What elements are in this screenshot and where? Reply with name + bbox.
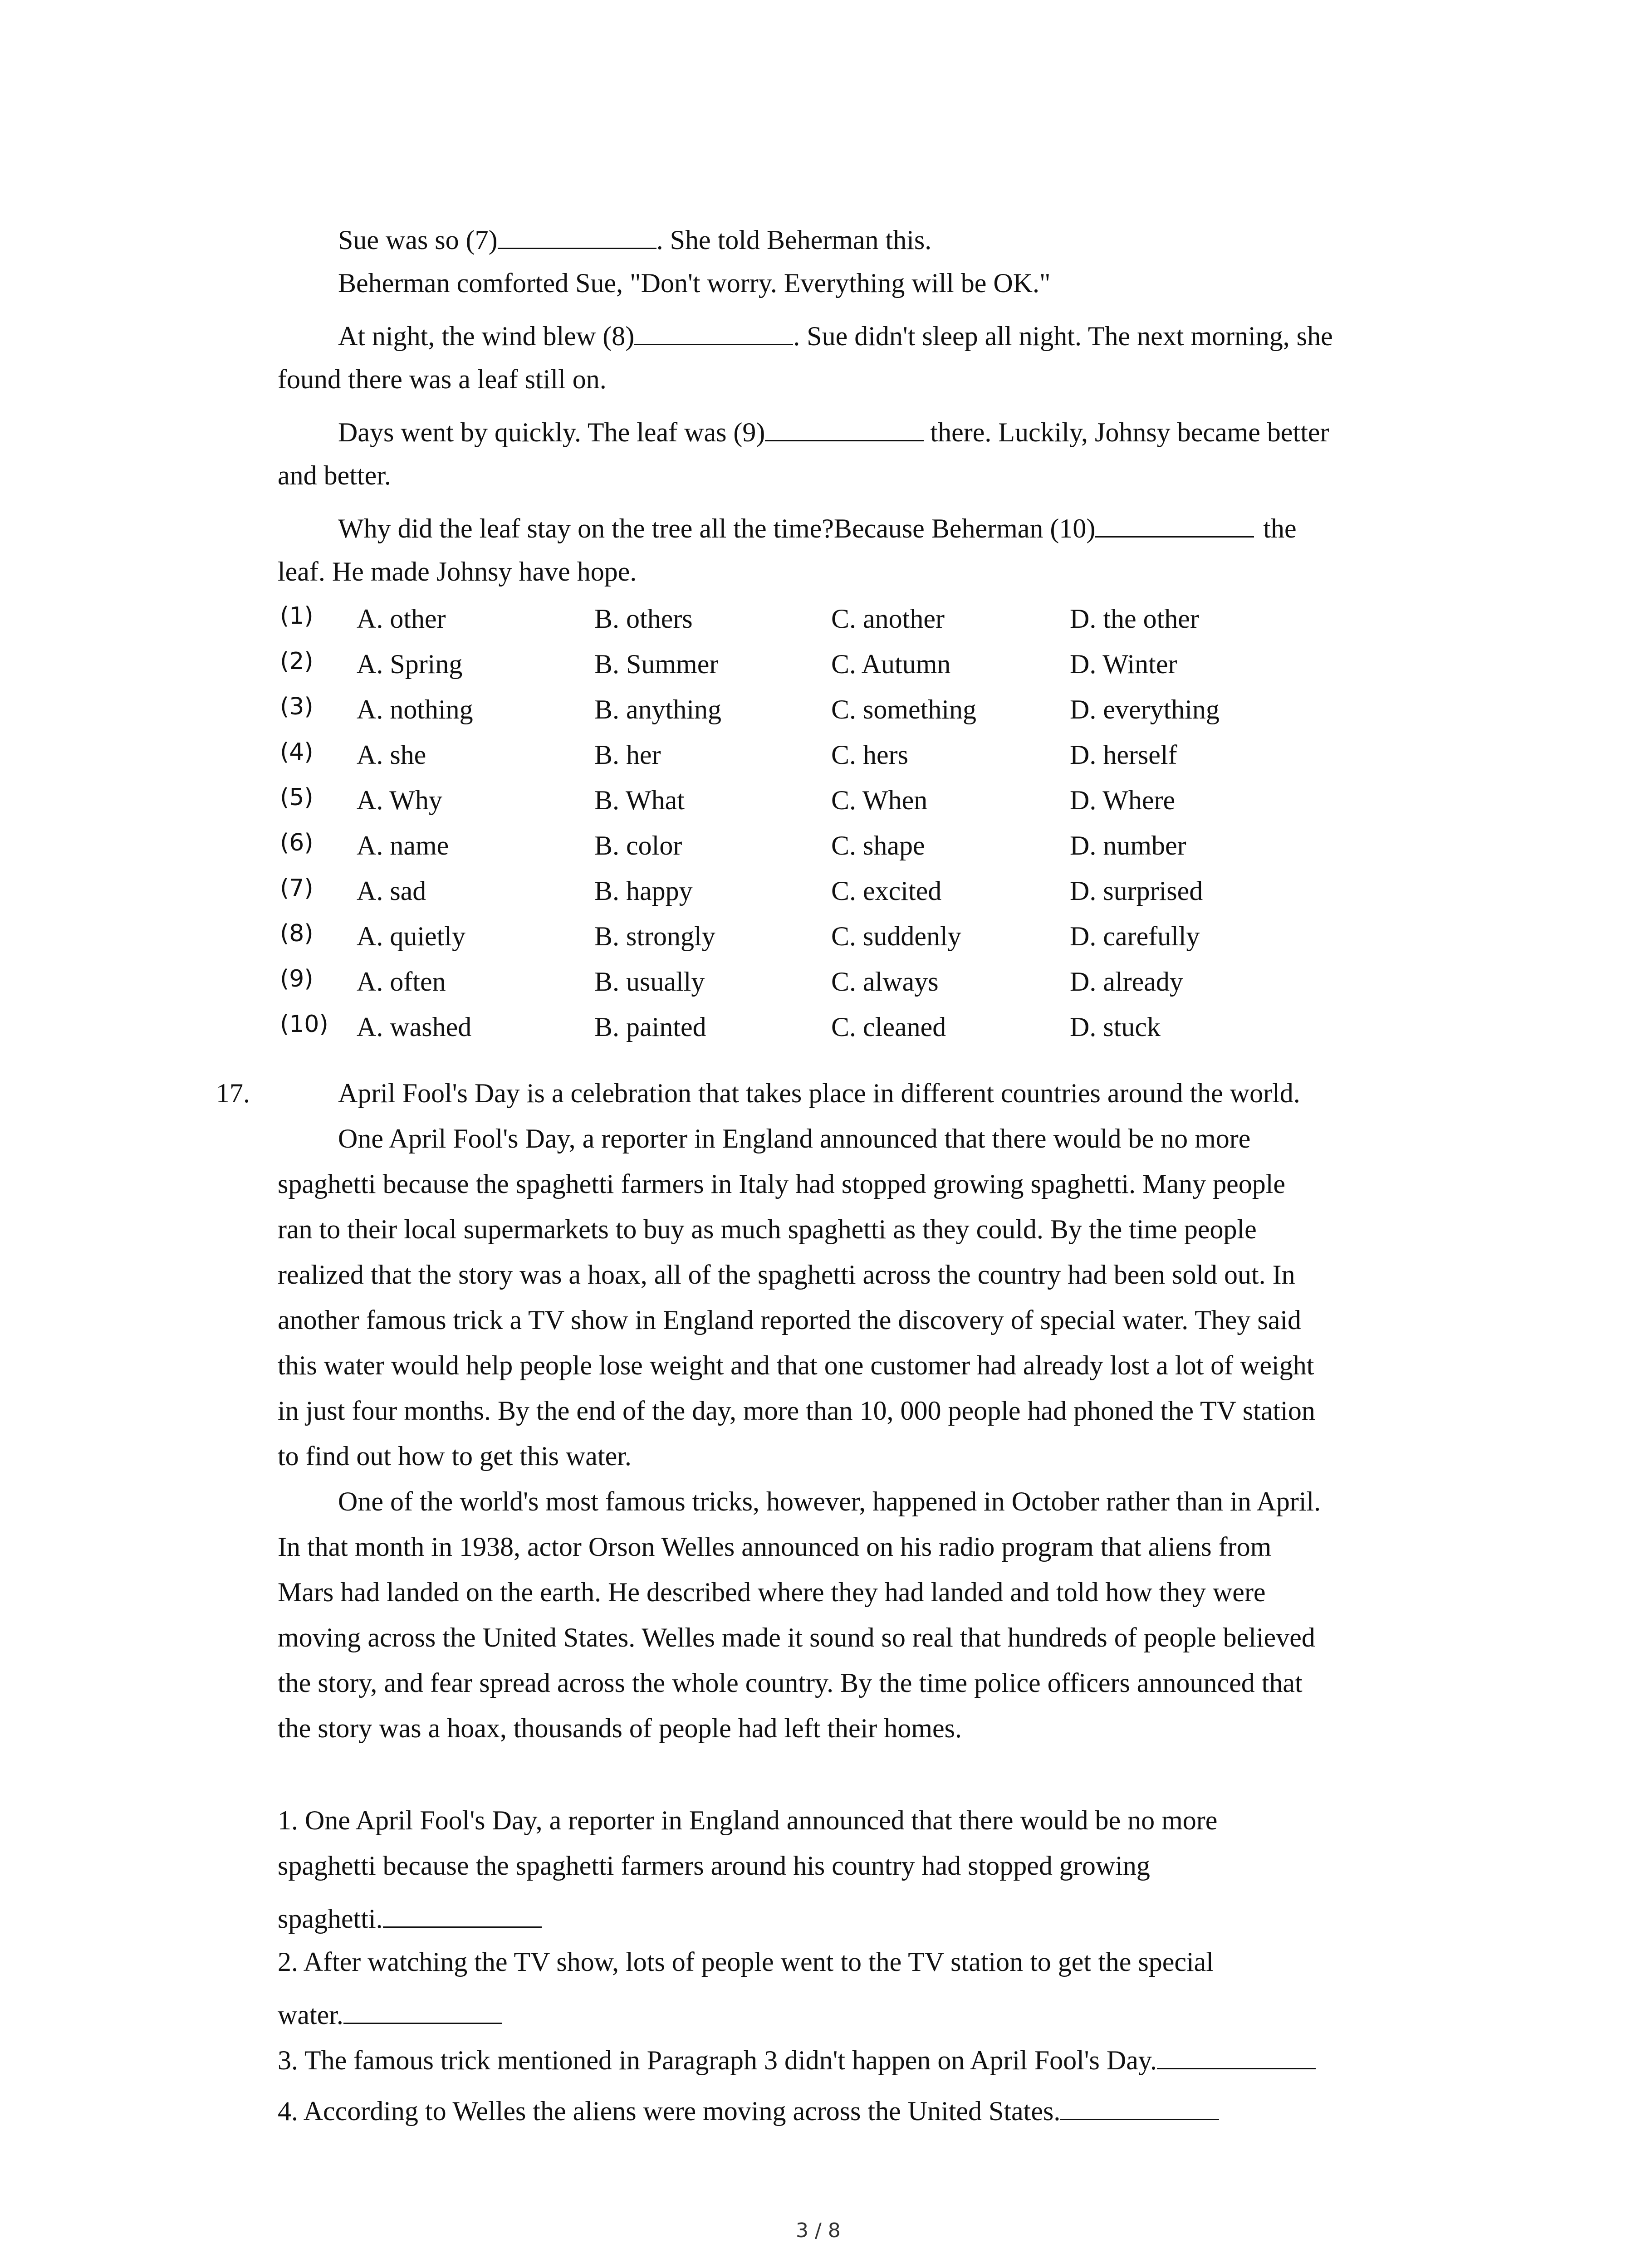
- story-line-8: At night, the wind blew (8) . Sue didn't sleep all night. The next morning, she: [338, 321, 1333, 351]
- q17-paragraph-2-line: this water would help people lose weight and that one customer had already lost a lot of weight: [278, 1350, 1314, 1380]
- option-number: (10): [280, 1011, 328, 1038]
- option-a[interactable]: A. other: [357, 604, 446, 634]
- option-number: (2): [280, 648, 314, 675]
- q17-paragraph-3-line: One of the world's most famous tricks, however, happened in October rather than in April.: [338, 1486, 1321, 1516]
- option-d[interactable]: D. surprised: [1070, 876, 1203, 906]
- option-number: (3): [280, 693, 314, 720]
- answer-blank-10[interactable]: [1095, 513, 1254, 538]
- q17-paragraph-2-line: One April Fool's Day, a reporter in England announced that there would be no more: [338, 1124, 1251, 1154]
- option-number: (6): [280, 829, 314, 856]
- option-d[interactable]: D. Where: [1070, 785, 1176, 815]
- option-a[interactable]: A. quietly: [357, 921, 465, 951]
- statement-2-line: water.: [278, 1999, 502, 2028]
- option-d[interactable]: D. herself: [1070, 740, 1177, 770]
- option-b[interactable]: B. anything: [594, 694, 721, 724]
- story-line-10: Why did the leaf stay on the tree all the time?Because Beherman (10) the: [338, 513, 1297, 543]
- option-d[interactable]: D. already: [1070, 967, 1183, 997]
- option-b[interactable]: B. What: [594, 785, 685, 815]
- statement-2-line: 2. After watching the TV show, lots of people went to the TV station to get the special: [278, 1947, 1214, 1977]
- answer-blank-8[interactable]: [634, 320, 793, 345]
- q17-paragraph-3-line: moving across the United States. Welles made it sound so real that hundreds of people believed: [278, 1623, 1315, 1652]
- answer-blank-7[interactable]: [498, 224, 656, 249]
- option-c[interactable]: C. hers: [831, 740, 908, 770]
- option-a[interactable]: A. she: [357, 740, 426, 770]
- story-line-leaf: found there was a leaf still on.: [278, 364, 607, 394]
- option-d[interactable]: D. carefully: [1070, 921, 1200, 951]
- answer-blank-9[interactable]: [765, 416, 924, 441]
- q17-paragraph-2-line: to find out how to get this water.: [278, 1441, 632, 1471]
- option-a[interactable]: A. sad: [357, 876, 426, 906]
- question-17-number: 17.: [216, 1078, 250, 1108]
- option-a[interactable]: A. nothing: [357, 694, 473, 724]
- q17-paragraph-2-line: another famous trick a TV show in England reported the discovery of special water. They said: [278, 1305, 1302, 1335]
- q17-paragraph-1: April Fool's Day is a celebration that takes place in different countries around the world.: [338, 1078, 1300, 1108]
- story-line-comfort: Beherman comforted Sue, "Don't worry. Everything will be OK.": [338, 268, 1051, 298]
- option-c[interactable]: C. something: [831, 694, 977, 724]
- q17-paragraph-3-line: In that month in 1938, actor Orson Welles announced on his radio program that aliens from: [278, 1532, 1272, 1562]
- option-c[interactable]: C. shape: [831, 831, 925, 860]
- option-c[interactable]: C. cleaned: [831, 1012, 946, 1042]
- statement-1-line: spaghetti because the spaghetti farmers around his country had stopped growing: [278, 1851, 1150, 1881]
- option-a[interactable]: A. washed: [357, 1012, 472, 1042]
- answer-blank-statement-1[interactable]: [383, 1903, 542, 1928]
- option-b[interactable]: B. strongly: [594, 921, 715, 951]
- option-a[interactable]: A. Why: [357, 785, 442, 815]
- q17-paragraph-2-line: realized that the story was a hoax, all of the spaghetti across the country had been sold out. In: [278, 1260, 1295, 1290]
- option-number: (5): [280, 784, 314, 811]
- answer-blank-statement-3[interactable]: [1157, 2044, 1316, 2069]
- statement-1-line: spaghetti.: [278, 1903, 542, 1932]
- statement-4-line: 4. According to Welles the aliens were moving across the United States.: [278, 2095, 1219, 2125]
- option-number: (7): [280, 875, 314, 902]
- option-number: (1): [280, 602, 314, 630]
- option-c[interactable]: C. another: [831, 604, 945, 634]
- option-number: (4): [280, 738, 314, 766]
- story-line-9: Days went by quickly. The leaf was (9) there. Luckily, Johnsy became better: [338, 417, 1329, 447]
- option-c[interactable]: C. suddenly: [831, 921, 961, 951]
- q17-paragraph-2-line: in just four months. By the end of the day, more than 10, 000 people had phoned the TV station: [278, 1396, 1315, 1426]
- option-number: (9): [280, 965, 314, 992]
- q17-paragraph-2-line: ran to their local supermarkets to buy as much spaghetti as they could. By the time people: [278, 1214, 1257, 1244]
- q17-paragraph-3-line: the story, and fear spread across the whole country. By the time police officers announced that: [278, 1668, 1303, 1698]
- q17-paragraph-2-line: spaghetti because the spaghetti farmers in Italy had stopped growing spaghetti. Many people: [278, 1169, 1286, 1199]
- option-d[interactable]: D. number: [1070, 831, 1186, 860]
- statement-3-line: 3. The famous trick mentioned in Paragraph 3 didn't happen on April Fool's Day.: [278, 2044, 1316, 2074]
- option-d[interactable]: D. Winter: [1070, 649, 1177, 679]
- option-b[interactable]: B. Summer: [594, 649, 719, 679]
- answer-blank-statement-4[interactable]: [1060, 2095, 1219, 2120]
- option-b[interactable]: B. others: [594, 604, 693, 634]
- option-c[interactable]: C. always: [831, 967, 939, 997]
- answer-blank-statement-2[interactable]: [343, 1999, 502, 2024]
- q17-paragraph-3-line: Mars had landed on the earth. He described where they had landed and told how they were: [278, 1577, 1266, 1607]
- option-c[interactable]: C. excited: [831, 876, 942, 906]
- option-number: (8): [280, 920, 314, 947]
- option-d[interactable]: D. the other: [1070, 604, 1199, 634]
- page-number: 3 / 8: [796, 2219, 841, 2242]
- option-b[interactable]: B. usually: [594, 967, 705, 997]
- option-b[interactable]: B. color: [594, 831, 682, 860]
- story-line-hope: leaf. He made Johnsy have hope.: [278, 557, 637, 587]
- statement-1-line: 1. One April Fool's Day, a reporter in England announced that there would be no more: [278, 1805, 1218, 1835]
- option-c[interactable]: C. When: [831, 785, 928, 815]
- option-d[interactable]: D. everything: [1070, 694, 1220, 724]
- option-d[interactable]: D. stuck: [1070, 1012, 1161, 1042]
- option-a[interactable]: A. often: [357, 967, 446, 997]
- option-b[interactable]: B. painted: [594, 1012, 706, 1042]
- story-line-better: and better.: [278, 460, 391, 490]
- story-line-7: Sue was so (7) . She told Beherman this.: [338, 225, 932, 255]
- option-b[interactable]: B. her: [594, 740, 661, 770]
- option-c[interactable]: C. Autumn: [831, 649, 951, 679]
- option-a[interactable]: A. Spring: [357, 649, 463, 679]
- q17-paragraph-3-line: the story was a hoax, thousands of people had left their homes.: [278, 1713, 962, 1743]
- option-b[interactable]: B. happy: [594, 876, 693, 906]
- option-a[interactable]: A. name: [357, 831, 449, 860]
